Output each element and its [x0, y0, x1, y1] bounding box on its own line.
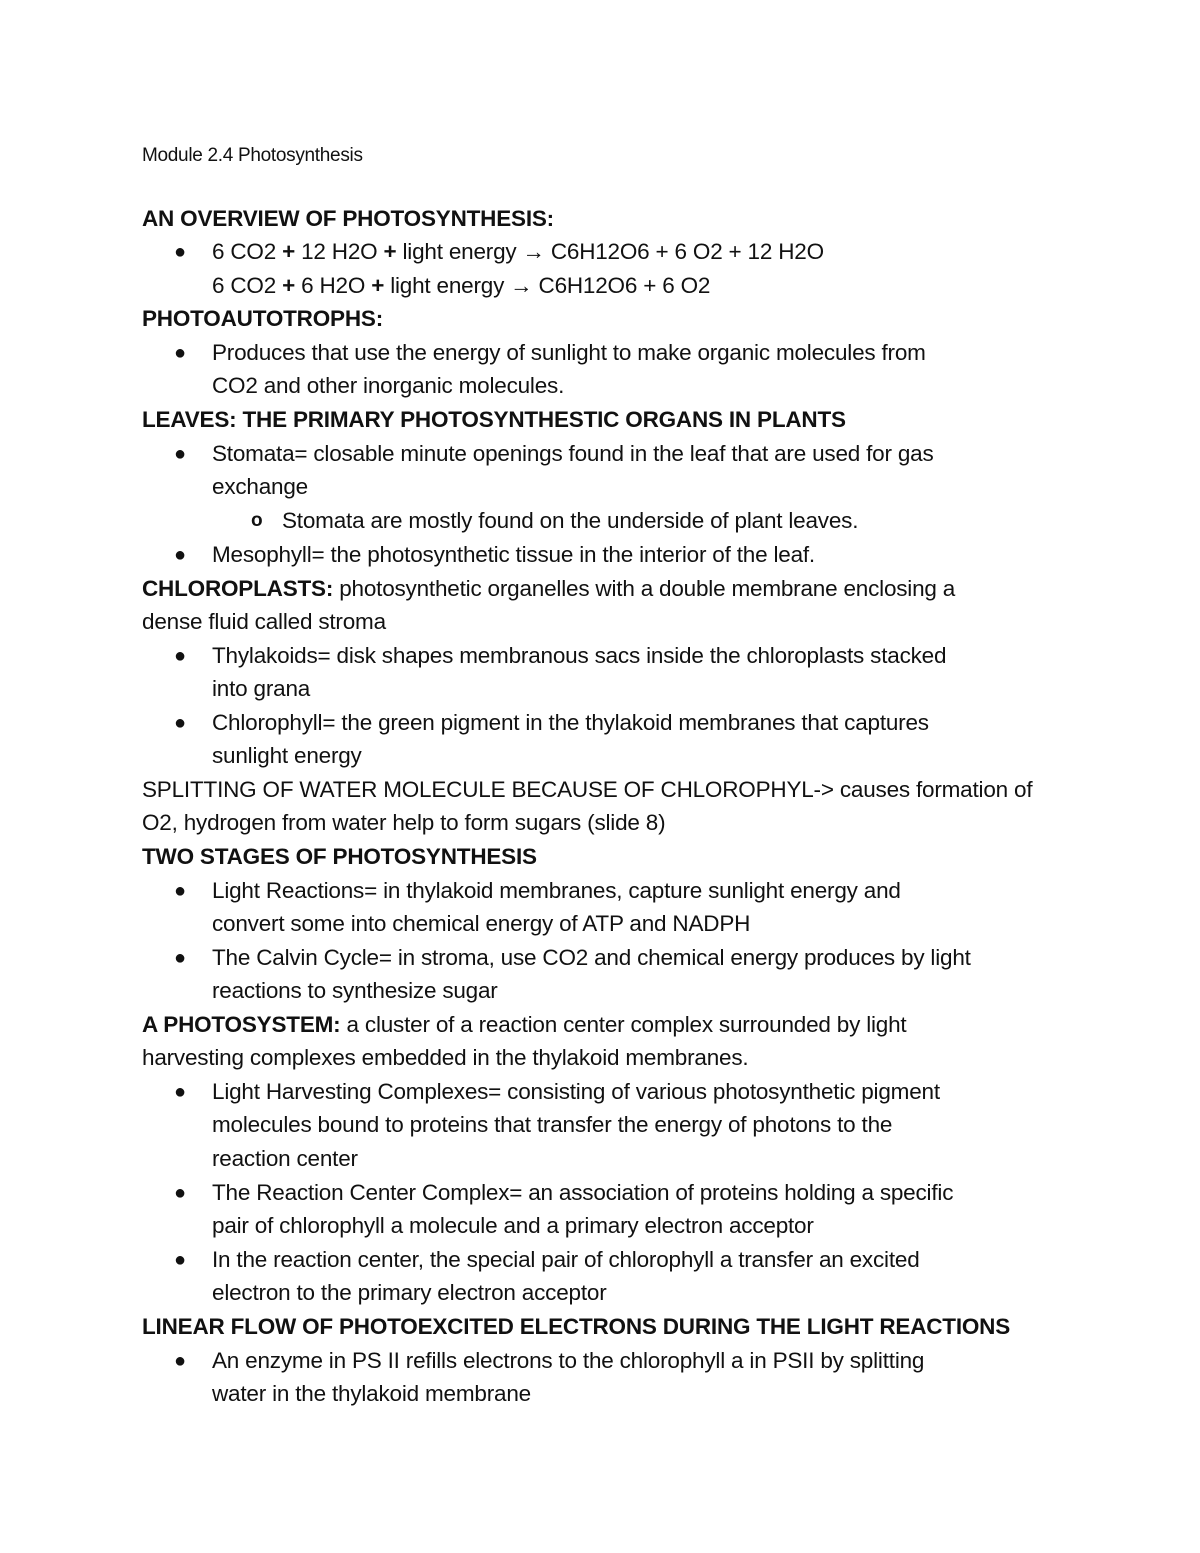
list-item-continued: into grana	[212, 676, 311, 701]
photosystem-definition: A PHOTOSYSTEM: a cluster of a reaction center complex surrounded by light	[142, 1012, 907, 1037]
list-item: Mesophyll= the photosynthetic tissue in the interior of the leaf.	[212, 542, 815, 567]
equation-1: 6 CO2 + 12 H2O + light energy → C6H12O6 + 6 O2 + 12 H2O	[212, 239, 824, 264]
heading-photoautotrophs: PHOTOAUTOTROPHS:	[142, 306, 383, 331]
chloroplasts-definition-continued: dense fluid called stroma	[142, 609, 386, 634]
list-item-continued: molecules bound to proteins that transfer the energy of photons to the	[212, 1112, 893, 1137]
splitting-note: SPLITTING OF WATER MOLECULE BECAUSE OF CHLOROPHYL-> causes formation of	[142, 777, 1033, 802]
photosystem-definition-continued: harvesting complexes embedded in the thylakoid membranes.	[142, 1045, 749, 1070]
sub-list-item: Stomata are mostly found on the underside of plant leaves.	[282, 508, 859, 533]
heading-overview: AN OVERVIEW OF PHOTOSYNTHESIS:	[142, 206, 554, 231]
bullet-icon: ●	[174, 1182, 187, 1204]
list-item-continued: convert some into chemical energy of ATP and NADPH	[212, 911, 751, 936]
bullet-icon: ●	[174, 1350, 187, 1372]
equation-2: 6 CO2 + 6 H2O + light energy → C6H12O6 + 6 O2	[212, 273, 711, 298]
bullet-icon: ●	[174, 342, 187, 364]
sub-bullet-icon: o	[251, 510, 263, 531]
list-item: Light Harvesting Complexes= consisting of various photosynthetic pigment	[212, 1079, 940, 1104]
list-item: Thylakoids= disk shapes membranous sacs inside the chloroplasts stacked	[212, 643, 947, 668]
list-item-continued: electron to the primary electron acceptor	[212, 1280, 607, 1305]
bullet-icon: ●	[174, 241, 187, 263]
list-item: In the reaction center, the special pair of chlorophyll a transfer an excited	[212, 1247, 920, 1272]
heading-linear-flow: LINEAR FLOW OF PHOTOEXCITED ELECTRONS DURING THE LIGHT REACTIONS	[142, 1314, 1011, 1339]
bullet-icon: ●	[174, 544, 187, 566]
chloroplasts-definition: CHLOROPLASTS: photosynthetic organelles with a double membrane enclosing a	[142, 576, 956, 601]
list-item: Light Reactions= in thylakoid membranes, capture sunlight energy and	[212, 878, 901, 903]
list-item-continued: reaction center	[212, 1146, 358, 1171]
heading-photosystem: A PHOTOSYSTEM:	[142, 1012, 341, 1037]
list-item: Produces that use the energy of sunlight to make organic molecules from	[212, 340, 926, 365]
page-title: Module 2.4 Photosynthesis	[142, 145, 363, 166]
bullet-icon: ●	[174, 880, 187, 902]
list-item-continued: CO2 and other inorganic molecules.	[212, 373, 565, 398]
list-item-continued: reactions to synthesize sugar	[212, 978, 498, 1003]
heading-leaves: LEAVES: THE PRIMARY PHOTOSYNTHESTIC ORGANS IN PLANTS	[142, 407, 846, 432]
bullet-icon: ●	[174, 1081, 187, 1103]
bullet-icon: ●	[174, 947, 187, 969]
list-item: An enzyme in PS II refills electrons to the chlorophyll a in PSII by splitting	[212, 1348, 925, 1373]
bullet-icon: ●	[174, 443, 187, 465]
splitting-note-continued: O2, hydrogen from water help to form sugars (slide 8)	[142, 810, 666, 835]
list-item-continued: exchange	[212, 474, 308, 499]
bullet-icon: ●	[174, 712, 187, 734]
list-item-continued: water in the thylakoid membrane	[212, 1381, 531, 1406]
list-item: Chlorophyll= the green pigment in the thylakoid membranes that captures	[212, 710, 929, 735]
bullet-icon: ●	[174, 1249, 187, 1271]
list-item: The Calvin Cycle= in stroma, use CO2 and chemical energy produces by light	[212, 945, 971, 970]
heading-chloroplasts: CHLOROPLASTS:	[142, 576, 334, 601]
list-item-continued: pair of chlorophyll a molecule and a primary electron acceptor	[212, 1213, 814, 1238]
list-item: The Reaction Center Complex= an association of proteins holding a specific	[212, 1180, 954, 1205]
bullet-icon: ●	[174, 645, 187, 667]
list-item: Stomata= closable minute openings found in the leaf that are used for gas	[212, 441, 934, 466]
list-item-continued: sunlight energy	[212, 743, 362, 768]
heading-two-stages: TWO STAGES OF PHOTOSYNTHESIS	[142, 844, 537, 869]
